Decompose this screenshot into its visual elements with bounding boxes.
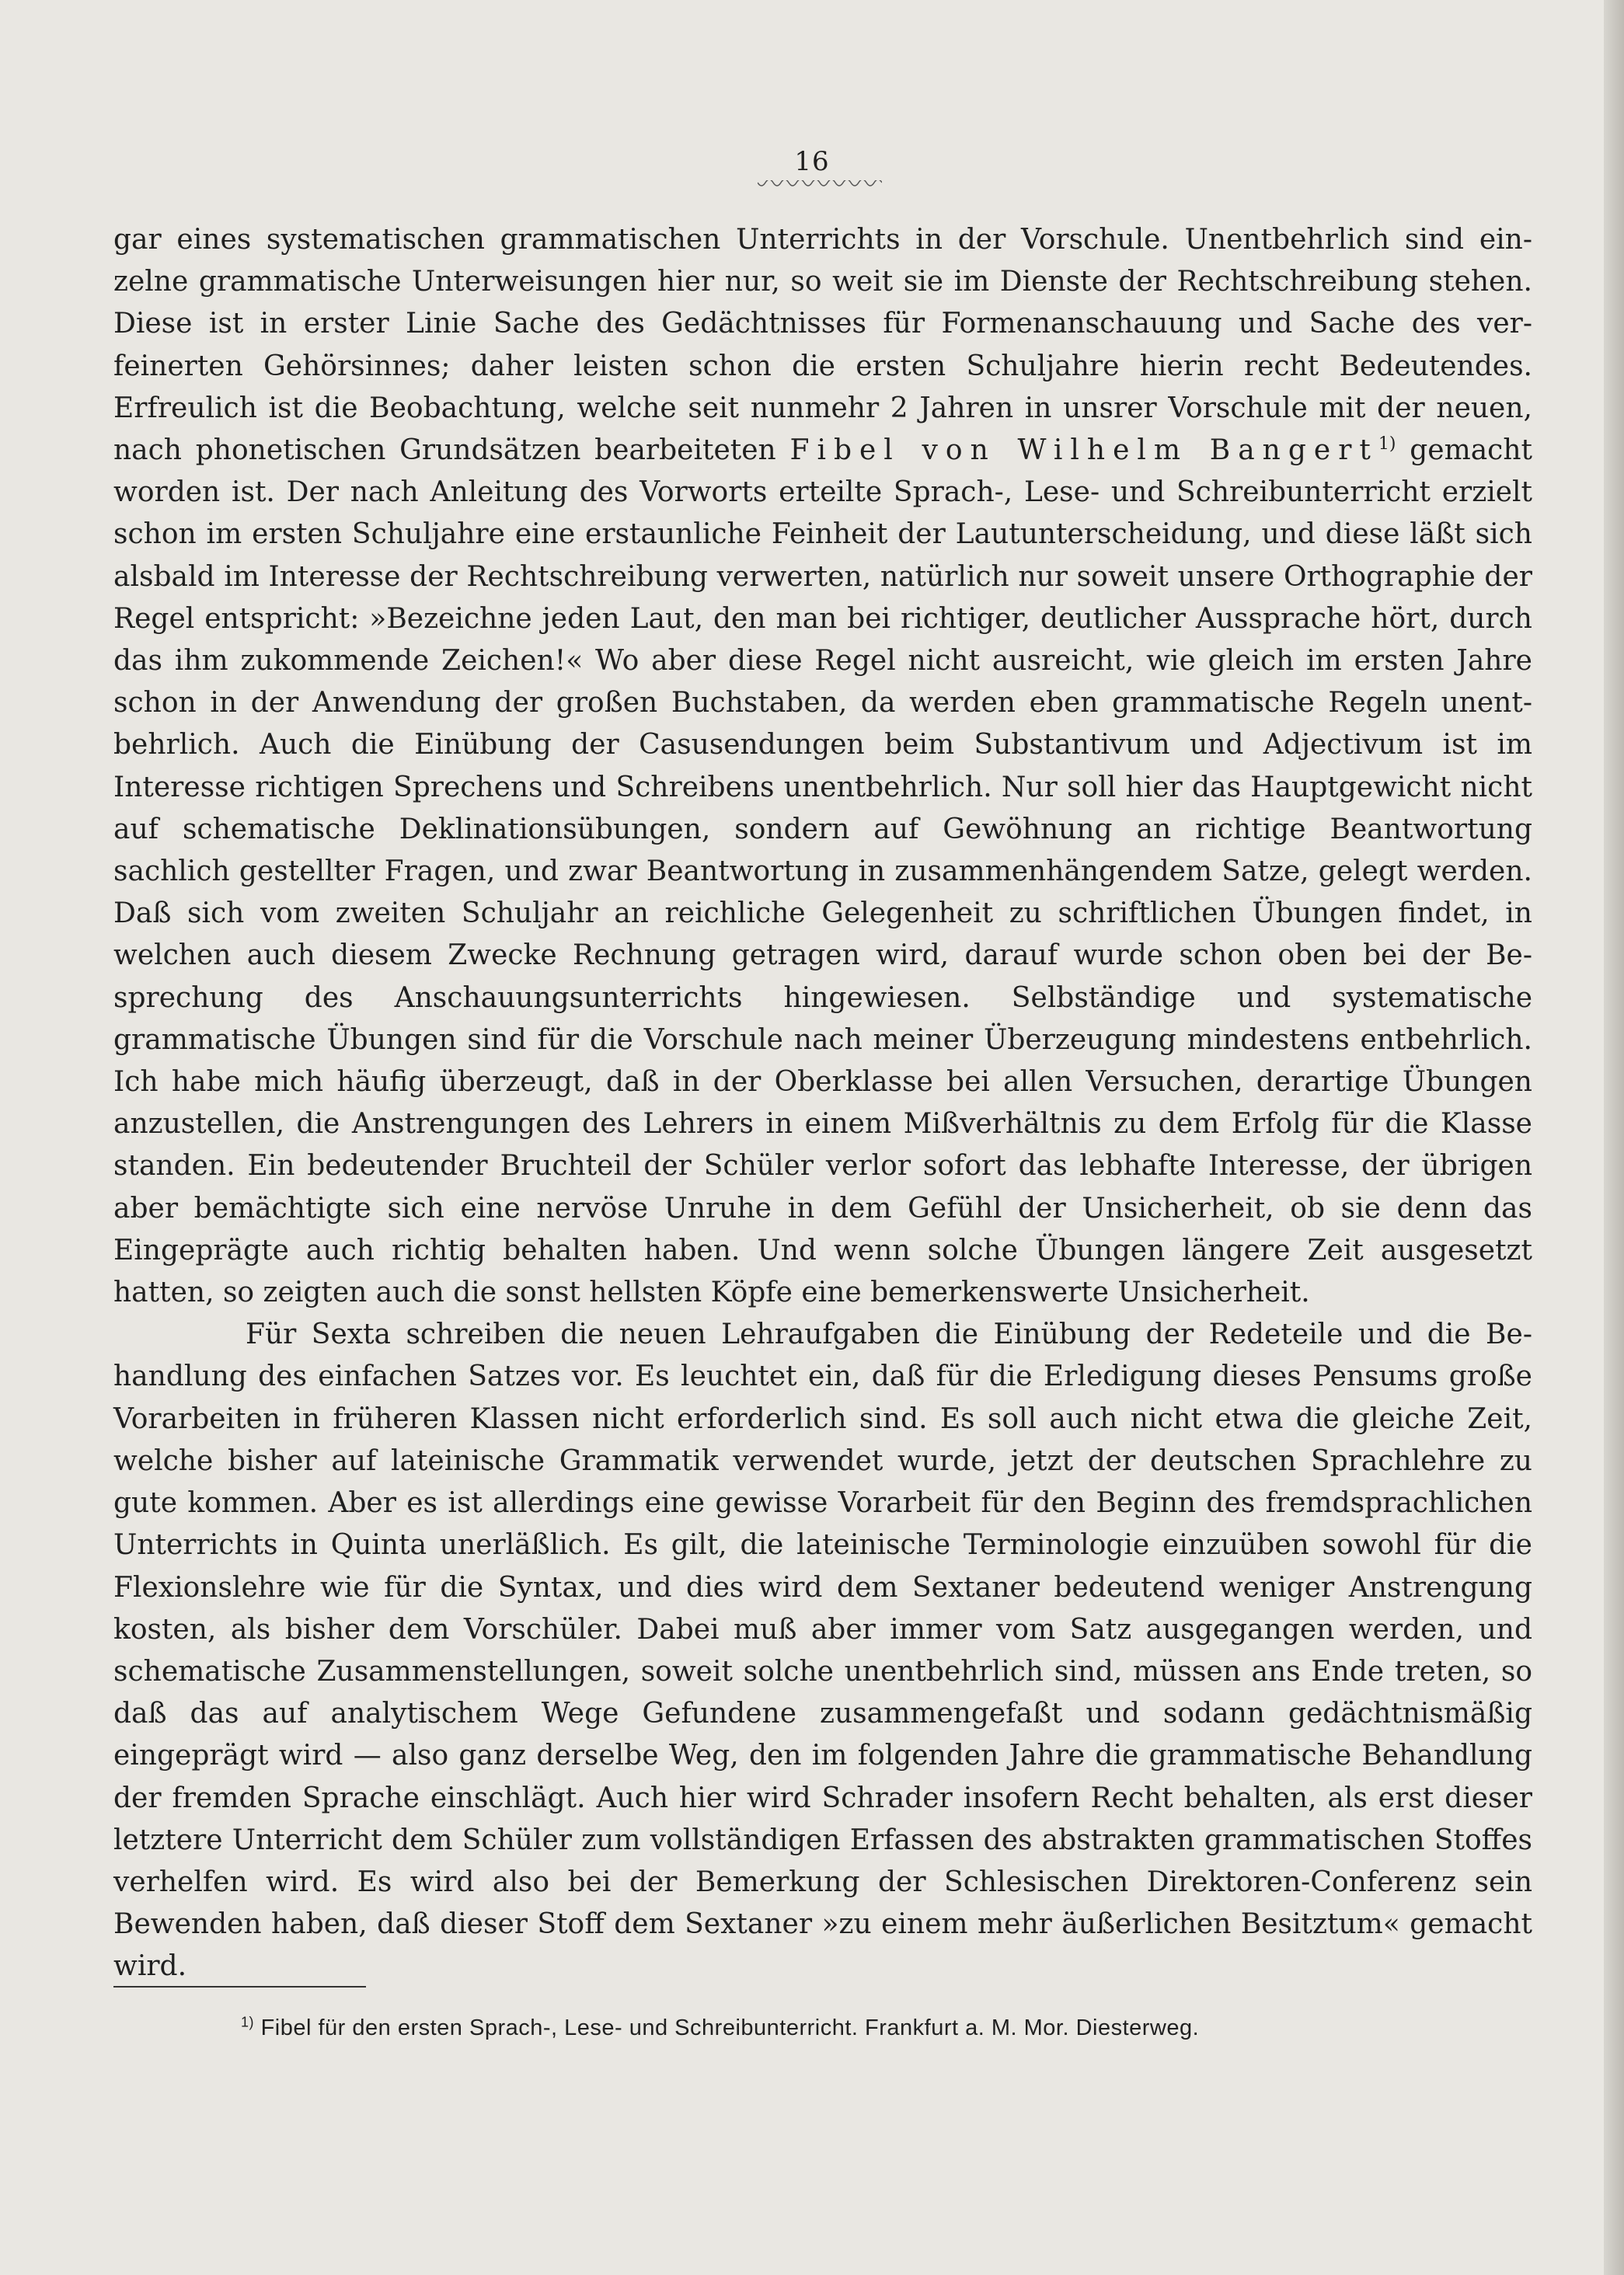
footnote-text: Fibel für den ersten Sprach-, Lese- und Schreibunterricht. Frankfurt a. M. Mor. Diesterweg. <box>254 2015 1200 2040</box>
paragraph-2: Für Sexta schreiben die neuen Lehraufgaben die Einübung der Redeteile und die Behandlung des einfachen Satzes vor. Es leuchtet ein, daß für die Erledigung dieses Pensums große Vorarbeiten in früheren Klassen nicht erforderlich sind. Es soll auch nicht etwa die gleiche Zeit, welche bisher auf lateinische Grammatik verwendet wurde, jetzt der deutschen Sprachlehre zu gute kommen. Aber es ist allerdings eine gewisse Vorarbeit für den Beginn des fremdsprachlichen Unterrichts in Quinta unerläßlich. Es gilt, die lateinische Terminologie einzuüben sowohl für die Flexionslehre wie für die Syntax, und dies wird dem Sextaner bedeutend weniger Anstrengung kosten, als bisher dem Vorschüler. Dabei muß aber immer vom Satz ausgegangen werden, und schematische Zusammenstellungen, soweit solche unentbehrlich sind, müssen ans Ende treten, so daß das auf analytischem Wege Gefundene zusammengefaßt und sodann gedächtnismäßig eingeprägt wird — also ganz derselbe Weg, den im folgenden Jahre die grammatische Behandlung der fremden Sprache einschlägt. Auch hier wird Schrader insofern Recht behalten, als erst dieser letztere Unterricht dem Schüler zum vollständigen Erfassen des abstrakten grammatischen Stoffes verhelfen wird. Es wird also bei der Bemerkung der Schlesischen Direktoren-Conferenz sein Bewenden haben, daß dieser Stoff dem Sextaner »zu einem mehr äußerlichen Besitztum« gemacht wird. <box>113 1319 1532 1983</box>
paragraph-1-text-b: gemacht worden ist. Der nach Anleitung des Vorworts erteilte Sprach-, Lese- und Schreibunterricht erzielt schon im ersten Schuljahre eine erstaunliche Feinheit der Lautunterscheidung, und diese läßt sich alsbald im Interesse der Rechtschreibung verwerten, natürlich nur soweit unsere Orthographie der Regel entspricht: »Bezeichne jeden Laut, den man bei richtiger, deutlicher Aussprache hört, durch das ihm zukommende Zeichen!« Wo aber diese Regel nicht ausreicht, wie gleich im ersten Jahre schon in der Anwendung der großen Buchstaben, da werden eben grammatische Regeln unentbehrlich. Auch die Einübung der Casusendungen beim Substantivum und Adjectivum ist im Interesse richtigen Sprechens und Schreibens unentbehrlich. Nur soll hier das Hauptgewicht nicht auf schematische Deklinationsübungen, sondern auf Gewöhnung an richtige Beantwortung sachlich gestellter Fragen, und zwar Beantwortung in zusammenhängendem Satze, gelegt werden. Daß sich vom zweiten Schuljahr an reichliche Gelegenheit zu schriftlichen Übungen findet, in welchen auch diesem Zwecke Rechnung getragen wird, darauf wurde schon oben bei der Besprechung des Anschauungsunterrichts hingewiesen. Selbständige und systematische grammatische Übungen sind für die Vorschule nach meiner Überzeugung mindestens entbehrlich. Ich habe mich häufig überzeugt, daß in der Oberklasse bei allen Versuchen, derartige Übungen anzustellen, die Anstrengungen des Lehrers in einem Mißverhältnis zu dem Erfolg für die Klasse standen. Ein bedeutender Bruchteil der Schüler verlor sofort das lebhafte Interesse, der übrigen aber bemächtigte sich eine nervöse Unruhe in dem Gefühl der Unsicherheit, ob sie denn das Eingeprägte auch richtig behalten haben. Und wenn solche Übungen längere Zeit ausgesetzt hatten, so zeigten auch die sonst hellsten Köpfe eine bemerkenswerte Unsicherheit. <box>113 434 1532 1309</box>
footnote-reference: 1) <box>1378 434 1396 455</box>
footnote <box>241 2015 1562 2041</box>
paragraph-1-text-a: gar eines systematischen grammatischen Unterrichts in der Vorschule. Unentbehrlich sind einzelne grammatische Unterweisungen hier nur, so weit sie im Dienste der Rechtschreibung stehen. Diese ist in erster Linie Sache des Gedächtnisses für Formenanschauung und Sache des verfeinerten Gehörsinnes; daher leisten schon die ersten Schuljahre hierin recht Bedeutendes. Erfreulich ist die Beobachtung, welche seit nunmehr 2 Jahren in unsrer Vorschule mit der neuen, nach phonetischen Grundsätzen bearbeiteten <box>113 224 1532 467</box>
footnote-marker: 1) <box>241 2014 255 2030</box>
page-number-ornament <box>758 180 882 191</box>
body-text <box>113 219 1532 1988</box>
page-number: 16 <box>794 146 830 177</box>
book-title: Fibel von Wilhelm Bangert <box>789 434 1378 467</box>
paragraph-1 <box>113 219 1532 1314</box>
footnote-separator <box>113 1986 366 1988</box>
scan-edge-shadow <box>1604 0 1624 2275</box>
